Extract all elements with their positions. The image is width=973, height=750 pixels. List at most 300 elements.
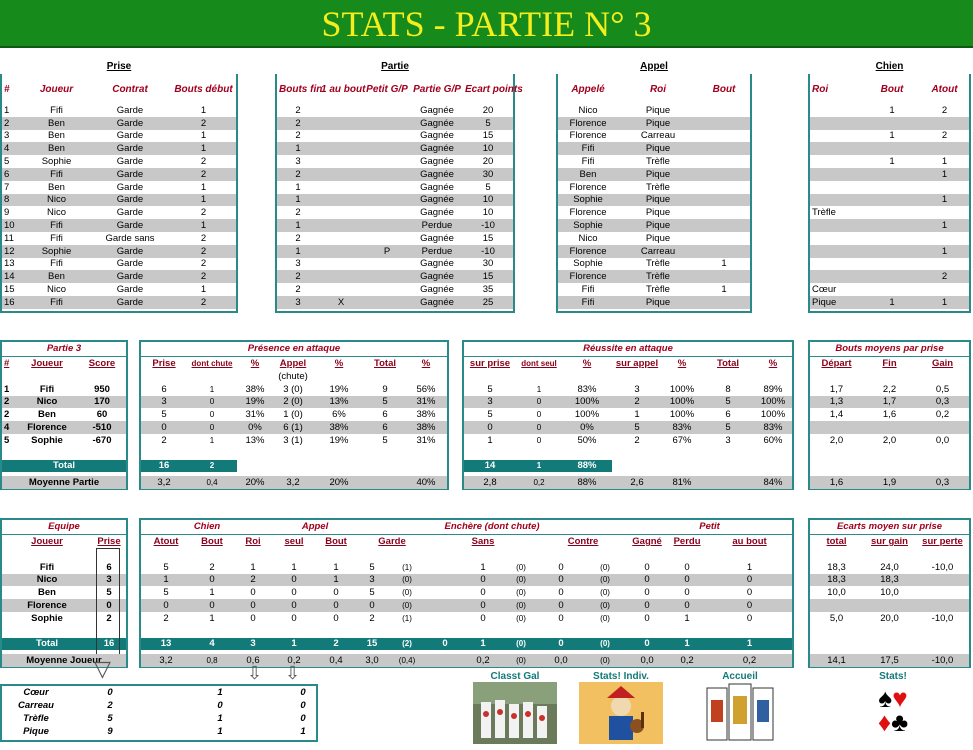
table-row [277,270,513,283]
table-cell: 1 [171,142,236,155]
table-cell: (1) [402,562,412,572]
table-cell: 20,0 [880,612,899,624]
table-cell: 3 [277,296,319,309]
suit-row [2,725,316,738]
table-cell [427,599,463,612]
card-suits-icon: ♠♥ ♦♣ [877,683,909,737]
table-cell: 83% [754,421,792,434]
table-cell: 0 [480,587,486,599]
table-row [141,654,792,667]
table-cell: 0 [463,574,503,587]
table-cell: (0) [583,599,627,612]
table-cell: 4 [2,421,16,434]
table-cell [319,219,363,232]
table-cell: 6 [725,409,731,421]
table-cell: 1 [277,194,319,207]
table-cell: 2 [295,232,301,244]
table-row [464,408,792,421]
table-cell: 0 [746,587,753,599]
table-cell [363,219,411,232]
table-cell: 0 [684,587,690,599]
table-cell [363,232,411,245]
table-cell: 0,2 [463,654,503,667]
table-row [810,396,969,409]
table-cell: 15 [482,130,494,142]
table-cell: 0 [627,599,667,612]
table-cell: 1 [333,561,339,573]
table-cell: 170 [78,396,126,409]
table-cell: Trèfle [618,270,698,283]
table-cell: Ben [24,270,89,283]
table-cell [810,130,864,143]
table-cell: 9 [107,726,113,737]
table-row [277,245,513,258]
table-cell: 1 [277,219,319,232]
table-cell: Garde [116,130,144,142]
table-cell: 100% [760,409,786,421]
table-cell: 2 [209,561,215,573]
table-row [810,245,969,258]
table-cell: 2 [200,156,207,168]
table-cell: 84% [754,476,792,489]
table-cell: 0 [627,638,667,651]
table-cell: 0 [233,599,273,612]
table-cell: Pique [618,219,698,232]
table-row [558,181,750,194]
table-cell: P [363,245,411,258]
stats-button[interactable]: Stats! ♠♥ ♦♣ [848,671,938,734]
table-cell: 0 [558,561,564,573]
table-cell: 0 [291,612,297,624]
table-cell [810,168,864,181]
table-cell: Sophie [558,194,618,207]
table-cell: (1) [402,613,412,623]
table-cell: 0 [464,421,516,434]
table-cell: 5 [463,117,513,130]
table-cell [363,206,411,219]
table-cell: 20 [482,156,494,168]
table-cell: Nico [16,396,78,409]
table-cell: (0) [503,654,539,667]
table-cell: 2 [161,434,167,446]
table-row [810,283,969,296]
table-cell: 1 [889,104,895,116]
table-row [2,408,126,421]
table-cell: 0 [191,574,233,587]
table-cell: Gagnée [411,142,463,155]
table-cell: 2,2 [882,383,897,395]
table-row [141,574,792,587]
table-cell: 0,2 [935,409,950,421]
table-cell: 0,3 [916,396,969,409]
table-cell: 0 [300,700,306,711]
table-cell: 5 [485,181,491,193]
table-row [810,258,969,271]
table-cell: 60 [96,409,108,421]
table-cell: 1 [273,638,315,651]
table-cell: Florence [558,270,618,283]
table-cell: 1 [941,156,948,168]
table-cell [363,270,411,283]
table-row [558,270,750,283]
table-cell [363,296,411,309]
table-cell: Pique [645,104,671,116]
table-cell [319,194,363,207]
table-cell [864,270,920,283]
table-cell: 0 [627,574,667,587]
table-row [2,168,236,181]
table-cell: Gagnée [420,232,454,244]
table-cell [363,142,411,155]
table-cell: -10 [463,245,513,258]
table-cell: 0,5 [935,383,950,395]
classement-general-button[interactable]: Classt Gal [472,671,558,747]
table-cell: 12 [2,245,24,258]
table-cell: Florence [558,245,618,258]
table-cell: 1 [209,384,215,394]
reussite-attaque-panel: Réussite en attaque sur prise dont seul % sur appel % Total % 5 1 83% 3 100% 8 89% 3 0 100% 2 100% 5 100% 5 0 100% 1 100% 6 100% 0 0 0% 5 83% 5 83% 1 0 50% 2 67% 3 60% 14 1 88% 2,8 0,2 88% 2,6 81% 84% [462,340,794,490]
table-cell: 8 [725,383,731,395]
table-cell: 0 [539,638,583,651]
table-row [558,206,750,219]
table-cell: 1 [889,156,895,168]
table-cell: 10 [463,194,513,207]
table-row [810,117,969,130]
table-cell: 0 [707,574,792,587]
table-row [810,296,969,309]
table-row [2,117,236,130]
section-chien: Chien [875,61,904,72]
prise-panel: # Joueur Contrat Bouts début 1 Fifi Garde 1 2 Ben Garde 2 3 Ben Garde 1 4 Ben Garde 1 5 Sophie Garde 2 6 Fifi Garde 2 7 Ben Garde 1 8 Nico Garde 1 9 Nico Garde 2 10 Fifi Garde 1 11 Fifi Garde sans 2 12 Sophie Garde 2 13 Fifi Garde 2 14 Ben Garde 2 15 Nico Garde 1 16 Fifi Garde 2 [0,74,238,313]
table-row [558,219,750,232]
table-cell: 100% [669,383,695,395]
table-cell: (0) [583,574,627,587]
table-cell: -510 [78,421,126,434]
table-cell: Gagnée [411,270,463,283]
table-cell [864,142,920,155]
table-cell: 2 [2,396,16,409]
table-row [810,194,969,207]
table-row [2,383,126,396]
table-cell: Pique [618,168,698,181]
table-cell: 24,0 [880,561,899,573]
table-cell: 18,3 [827,561,846,573]
table-cell: Fifi [581,284,595,296]
table-cell: 14,1 [810,654,863,667]
table-cell: 2 [634,434,640,446]
table-cell: 13% [313,396,365,409]
table-cell: 0% [237,421,273,434]
table-cell: 2 [277,270,319,283]
tarot-cards-image [705,682,775,744]
table-cell: Trèfle [646,181,670,193]
table-cell: 0 [539,599,583,612]
table-cell: Garde [89,142,171,155]
table-cell [810,245,864,258]
table-cell: Gagnée [420,156,454,168]
table-cell: 1 [864,296,920,309]
table-cell: 1 [209,612,215,624]
table-cell: 3 [295,156,301,168]
table-cell: 5 [702,396,754,409]
table-cell [698,168,750,181]
table-cell: 10,0 [827,587,846,599]
table-cell: 0,8 [191,654,233,667]
table-cell [363,181,411,194]
table-cell: 0 [516,421,562,434]
table-cell: Ben [38,587,56,599]
table-cell: 19% [237,396,273,409]
table-cell [864,206,920,219]
table-cell: 15 [357,638,387,651]
table-row [2,296,236,309]
table-cell: 0 [644,561,650,573]
table-cell: 2 [612,396,662,409]
table-cell: 1 [746,561,753,573]
table-cell: 0 [187,396,237,409]
table-cell: 3 [634,383,640,395]
table-cell: 2 [941,130,948,142]
table-cell: Pique [618,142,698,155]
table-cell [864,117,920,130]
table-cell: 10 [482,207,494,219]
table-cell: 0,6 [233,654,273,667]
table-cell: 100% [662,396,702,409]
table-row [2,258,236,271]
table-cell [810,232,864,245]
table-row [464,396,792,409]
table-cell [920,232,969,245]
table-cell: Trèfle [646,156,670,168]
table-row [141,586,792,599]
table-row [277,194,513,207]
table-row [558,194,750,207]
table-cell: Gagnée [420,284,454,296]
table-cell: Garde [116,207,144,219]
table-cell: 5 [369,561,375,573]
table-cell: 0 [250,587,256,599]
table-cell: 67% [672,434,692,446]
table-row [2,232,236,245]
table-cell: Pique [645,207,671,219]
table-cell: Garde [116,104,144,116]
table-cell: Florence [569,181,607,193]
table-cell: Florence [16,421,78,434]
table-cell: 1 (0) [283,409,303,421]
table-cell [863,599,916,612]
suit-row [2,699,316,712]
table-cell [319,117,363,130]
table-cell: 14 [2,270,24,283]
table-row [810,181,969,194]
table-cell: 0 [746,612,753,624]
table-row [558,142,750,155]
table-row [277,181,513,194]
table-row [810,383,969,396]
table-cell: Pique [23,726,49,737]
table-cell: Ben [38,409,56,421]
table-cell: 3,2 [141,654,191,667]
table-cell: (0) [600,613,610,623]
table-cell: Gagnée [420,181,454,193]
suit-row [2,712,316,725]
table-cell: 3 [233,638,273,651]
table-cell: 3,2 [273,476,313,489]
table-cell: Gagnée [420,258,454,270]
table-cell: Nico [578,232,598,244]
table-row [2,142,236,155]
table-cell: Fifi [24,219,89,232]
table-cell: 9 [382,383,388,395]
table-cell: 81% [662,476,702,489]
table-row [810,612,969,625]
table-cell: 2 [941,104,948,116]
table-cell [698,219,750,232]
table-cell: 3 [92,574,126,587]
table-row [558,130,750,143]
table-cell: Nico [2,574,92,587]
table-cell [810,117,864,130]
table-cell: (0) [516,562,526,572]
table-cell: (0) [503,638,539,651]
table-cell: 38% [405,421,447,434]
table-cell: 2 (0) [273,396,313,409]
table-cell: 13 [4,258,15,270]
table-cell: (0) [516,613,526,623]
table-row [810,270,969,283]
table-cell: -670 [92,434,112,446]
table-cell: Garde [116,258,144,270]
table-cell [363,130,411,143]
chien-panel: Roi Bout Atout 1 2 1 2 1 1 1 1 Trèfle 1 1 2 Cœur Pique 1 1 [808,74,971,313]
table-cell: 1 [487,434,493,446]
table-cell: Carreau [618,245,698,258]
table-cell: Nico [24,194,89,207]
table-cell: 5 [106,587,112,599]
table-row [277,117,513,130]
table-cell: Carreau [640,130,676,142]
table-cell: 3 [357,574,387,587]
table-cell [698,270,750,283]
table-cell: 950 [94,383,110,395]
table-cell: 6 [106,561,112,573]
table-cell: Sophie [31,612,63,624]
table-row [810,142,969,155]
table-cell: 2,8 [464,476,516,489]
table-cell: 0,2 [667,654,707,667]
table-cell: (0,4) [387,654,427,667]
table-cell: 15 [463,270,513,283]
table-cell: 0% [562,421,612,434]
table-cell: 1 [200,130,207,142]
table-cell: 0,4 [315,654,357,667]
table-cell [319,168,363,181]
table-cell: 1 [277,142,319,155]
stats-indiv-button[interactable]: Stats! Indiv. [578,671,664,747]
table-cell: 10 [463,142,513,155]
table-cell: 2 [2,117,24,130]
table-cell: Fifi [558,296,618,309]
table-row [810,232,969,245]
table-cell: 20% [313,476,365,489]
table-cell: 2 [171,245,236,258]
table-cell [427,561,463,574]
table-cell: (0) [583,638,627,651]
table-row [810,434,969,447]
table-cell: 1 [4,383,10,395]
table-cell: -10,0 [916,654,969,667]
table-cell: Pique [618,117,698,130]
table-cell [698,232,750,245]
table-cell [319,206,363,219]
table-cell: 5 [4,156,10,168]
table-cell: 0 [644,587,650,599]
table-cell [702,476,754,489]
table-row [277,219,513,232]
table-cell: 3 [725,434,731,446]
appel-panel: Appelé Roi Bout Nico Pique Florence Pique Florence Carreau Fifi Pique Fifi Trèfle Ben Pique Florence Trèfle Sophie Pique Florence Pique Sophie Pique Nico Pique Florence Carreau Sophie Trèfle 1 Florence Trèfle Fifi Trèfle 1 Fifi Pique [556,74,752,313]
table-cell: 2 [4,409,10,421]
section-appel: Appel [640,61,668,72]
table-cell: 0 [684,561,690,573]
table-cell: Fifi [24,168,89,181]
table-cell: 2 [107,700,113,711]
table-cell: X [319,296,363,309]
table-cell: 6 [365,421,405,434]
table-cell: 5 [4,434,10,446]
table-cell: 0,3 [916,476,969,489]
table-row [2,181,236,194]
table-cell [810,219,864,232]
table-cell [319,270,363,283]
table-cell: 0,2 [516,476,562,489]
table-cell: Nico [578,104,598,116]
table-cell: 0 [463,599,503,612]
table-cell: 0 [187,421,237,434]
table-row [810,476,969,489]
table-cell: 0 [291,587,297,599]
table-cell: 25 [463,296,513,309]
table-cell [698,245,750,258]
table-cell [810,155,864,168]
table-cell: Cœur [812,284,837,296]
table-row [810,408,969,421]
table-cell: Fifi [39,561,55,573]
table-cell [810,258,864,271]
table-cell: 0 [427,638,463,651]
table-cell: Gagnée [420,130,454,142]
table-cell: 13 [141,638,191,651]
table-cell: 0,0 [935,434,950,446]
table-cell [916,586,969,599]
table-cell: 0 [558,612,564,624]
table-cell: 3,0 [357,654,387,667]
table-row [2,421,126,434]
table-cell: 0 [536,435,542,445]
table-cell: 6 (1) [273,421,313,434]
table-row [2,155,236,168]
table-cell: 4 [191,638,233,651]
table-cell: 3 (0) [283,383,303,395]
table-cell [319,258,363,271]
suits-summary-panel [0,684,318,742]
accueil-button[interactable]: Accueil [704,671,776,747]
table-cell [810,421,863,434]
table-cell: 0 [480,612,486,624]
table-row [558,296,750,309]
table-cell [698,117,750,130]
table-cell [363,155,411,168]
